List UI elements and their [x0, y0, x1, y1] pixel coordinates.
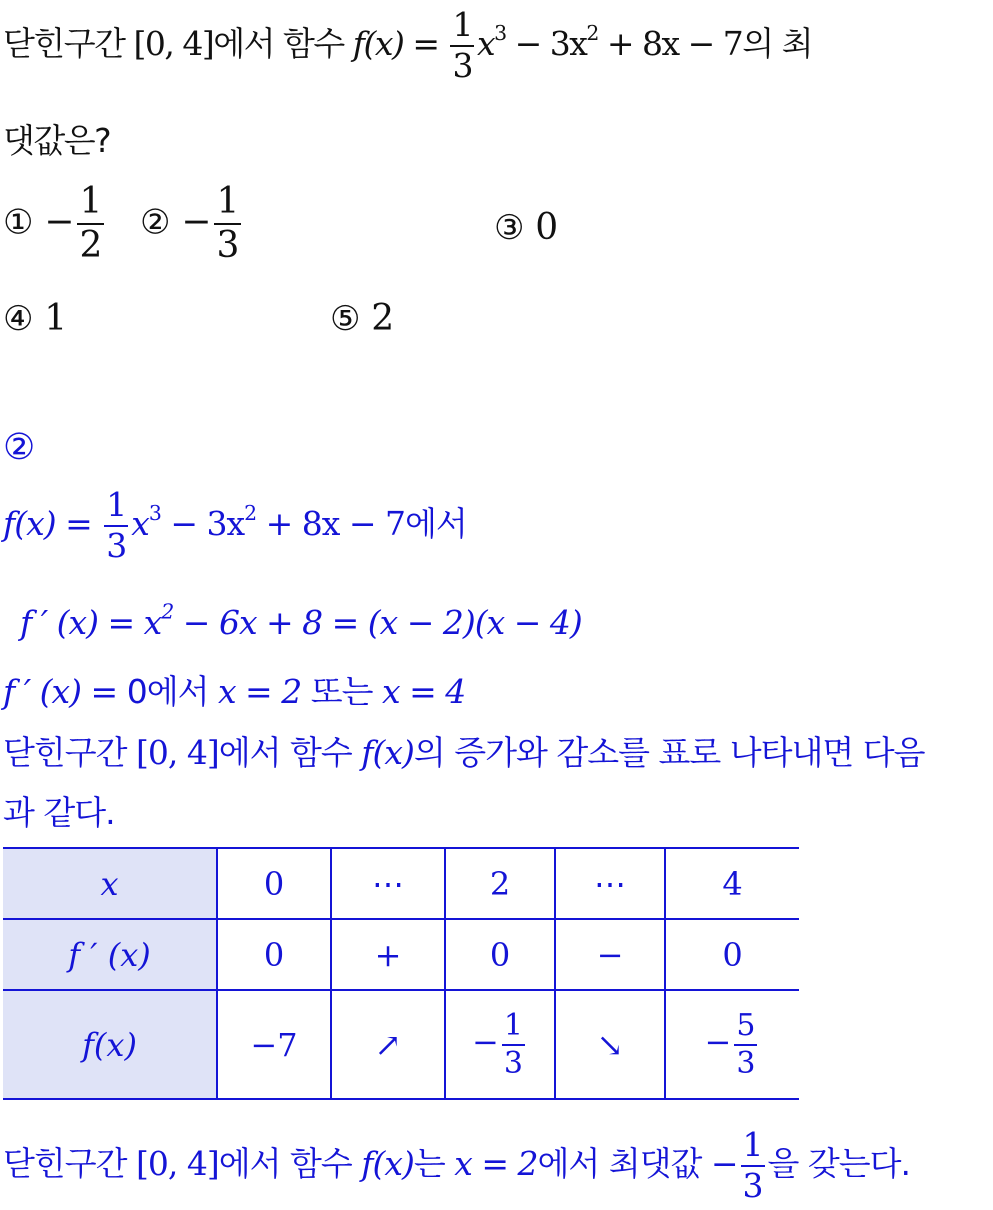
solution-line-5: 과 같다. [3, 793, 115, 832]
choice-5-value: 2 [371, 298, 395, 339]
conclusion-num: 1 [742, 1125, 763, 1164]
table-fraction-num: 5 [736, 1008, 756, 1043]
question-x: x [476, 24, 495, 64]
table-cell-sign: − [472, 1023, 499, 1061]
table-cell: ⋯ [331, 848, 445, 919]
solution-l1-exp2: 2 [244, 500, 257, 525]
table-cell: 4 [665, 848, 799, 919]
conclusion-text: 에서 최댓값 [537, 1144, 702, 1184]
solution-l3-or: 또는 [310, 672, 373, 711]
table-cell: + [331, 919, 445, 990]
choice-3-value: 0 [535, 207, 559, 248]
question-equals: = [403, 24, 448, 64]
choice-5[interactable] [330, 298, 394, 339]
question-exp2: 2 [586, 20, 598, 45]
solution-l2-b: − 6x + 8 = (x − 2)(x − 4) [173, 603, 582, 642]
question-fx: f(x) [352, 24, 404, 64]
table-cell: ⋯ [555, 848, 665, 919]
choice-1-num: 1 [79, 181, 103, 222]
table-header-fprime: f ′ (x) [3, 919, 217, 990]
solution-answer: ② [3, 427, 35, 468]
choice-2-marker: ② [140, 202, 171, 243]
solution-l3-x2: x = 4 [381, 672, 466, 711]
solution-l2-exp: 2 [161, 599, 174, 624]
table-cell: 0 [665, 919, 799, 990]
solution-l1-exp3: 3 [148, 500, 161, 525]
increasing-arrow-icon: ↗ [331, 990, 445, 1099]
solution-l4-prefix: 닫힌구간 [3, 733, 127, 772]
question-line-2: 댓값은? [3, 121, 111, 160]
choice-1[interactable] [3, 183, 107, 265]
solution-l4-suffix: 의 증가와 감소를 표로 나타내면 다음 [413, 733, 925, 772]
conclusion-suffix: 을 갖는다. [767, 1144, 911, 1184]
solution-l3-a: f ′ (x) = [3, 672, 127, 711]
solution-l1-x: x [131, 504, 149, 544]
conclusion-x: x = 2 [454, 1144, 538, 1184]
table-cell: − [555, 919, 665, 990]
question-term3: + 8x − 7 [597, 24, 743, 64]
table-header-x: x [3, 848, 217, 919]
question-exp3: 3 [494, 20, 506, 45]
table-fraction-den: 3 [736, 1045, 756, 1081]
solution-line-2 [20, 599, 582, 642]
table-cell: −7 [217, 990, 331, 1099]
conclusion-den: 3 [742, 1165, 763, 1205]
choice-3-marker: ③ [494, 208, 525, 248]
solution-l1-den: 3 [106, 525, 127, 565]
table-cell: 0 [445, 919, 555, 990]
choice-2-num: 1 [216, 181, 240, 222]
solution-l3-zero: 0 [126, 672, 147, 711]
solution-l1-term3: + 8x − 7 [256, 504, 405, 544]
choice-4-value: 1 [44, 298, 68, 339]
table-cell [665, 990, 799, 1099]
table-row [3, 848, 799, 919]
table-row [3, 990, 799, 1099]
solution-l1-num: 1 [106, 485, 127, 524]
conclusion-interval: [0, 4] [136, 1144, 219, 1184]
choice-5-marker: ⑤ [330, 299, 361, 339]
question-line-1 [3, 5, 813, 85]
table-cell: 0 [217, 919, 331, 990]
table-cell [445, 990, 555, 1099]
solution-line-3 [3, 666, 465, 713]
table-header-f: f(x) [3, 990, 217, 1099]
solution-l4-interval: [0, 4] [136, 733, 219, 772]
solution-l1-lhs: f(x) = [3, 504, 102, 544]
question-interval: [0, 4] [133, 24, 214, 64]
choice-4[interactable] [3, 298, 67, 339]
variation-table [3, 847, 799, 1100]
solution-l4-mid: 에서 함수 [218, 733, 352, 772]
conclusion-prefix: 닫힌구간 [3, 1144, 127, 1184]
conclusion-fx: f(x) [361, 1144, 414, 1184]
choice-1-marker: ① [3, 202, 34, 243]
solution-l1-suffix: 에서 [405, 504, 467, 544]
choice-2-den: 3 [216, 224, 240, 266]
solution-l3-mid: 에서 [146, 672, 209, 711]
solution-l1-term2: − 3x [160, 504, 245, 544]
solution-l2-a: f ′ (x) = x [20, 603, 162, 642]
solution-line-4 [3, 727, 924, 774]
conclusion-fraction [741, 1125, 765, 1205]
conclusion-particle: 는 [413, 1144, 445, 1184]
question-fraction [450, 5, 474, 85]
question-term2: − 3x [505, 24, 587, 64]
choice-1-sign: − [44, 201, 75, 243]
question-mid: 에서 함수 [213, 24, 344, 64]
question-prefix: 닫힌구간 [3, 24, 125, 64]
question-suffix: 의 최 [742, 24, 813, 64]
decreasing-arrow-icon: ↘ [555, 990, 665, 1099]
table-fraction-num: 1 [503, 1008, 523, 1043]
conclusion-mid: 에서 함수 [218, 1144, 352, 1184]
question-fraction-num: 1 [452, 5, 472, 44]
choice-3[interactable] [494, 207, 558, 248]
solution-line-1 [3, 485, 467, 565]
conclusion-sign: − [710, 1144, 738, 1184]
table-fraction-den: 3 [503, 1045, 523, 1081]
table-cell: 0 [217, 848, 331, 919]
table-cell-sign: − [704, 1023, 732, 1061]
solution-l1-fraction [104, 485, 128, 565]
table-row [3, 919, 799, 990]
solution-l3-x1: x = 2 [217, 672, 302, 711]
choice-1-fraction [77, 183, 104, 265]
choice-1-den: 2 [79, 224, 103, 266]
solution-l4-fx: f(x) [361, 733, 414, 772]
solution-conclusion [3, 1125, 911, 1205]
choice-2-sign: − [181, 201, 212, 243]
question-fraction-den: 3 [452, 45, 472, 85]
table-cell: 2 [445, 848, 555, 919]
table-fraction [734, 1010, 757, 1079]
table-fraction [502, 1010, 525, 1079]
choice-4-marker: ④ [3, 299, 34, 339]
choice-2[interactable] [140, 183, 244, 265]
choice-2-fraction [214, 183, 241, 265]
